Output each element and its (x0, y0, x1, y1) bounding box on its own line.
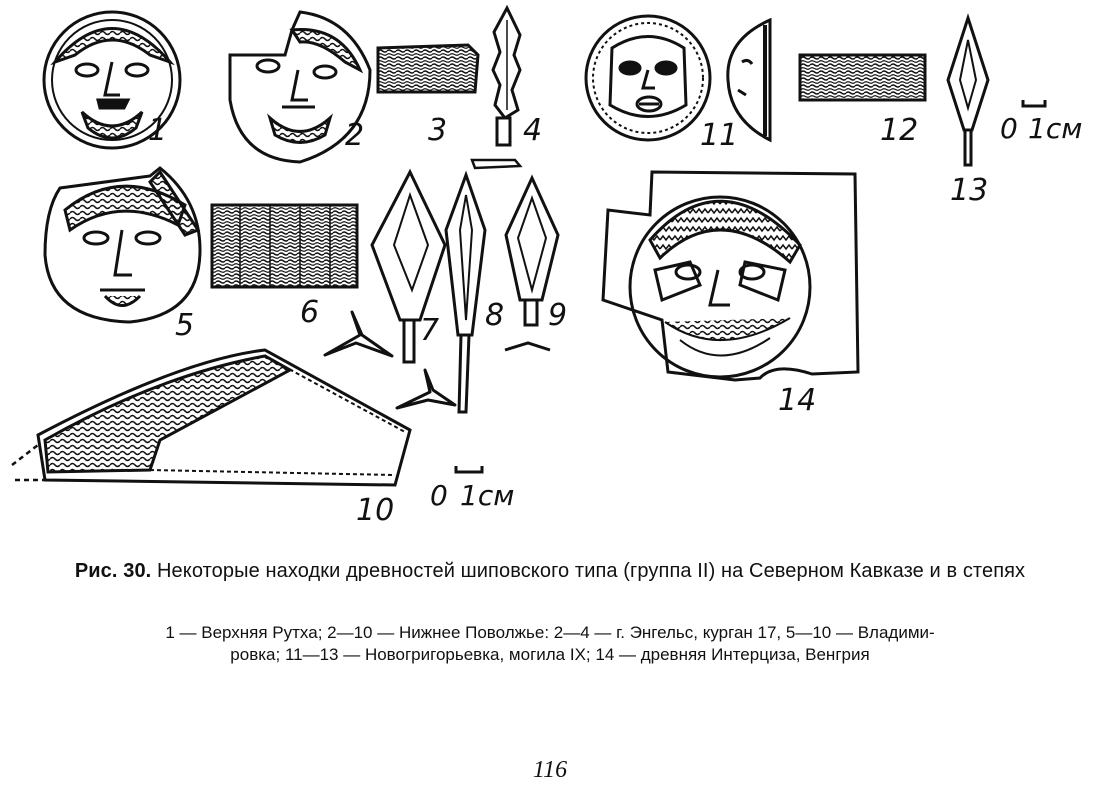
artifact-11-mask (586, 16, 710, 140)
item-number-10: 10 (356, 493, 395, 528)
item-number-13: 13 (950, 173, 989, 208)
item-number-5: 5 (175, 308, 195, 343)
artifact-10-fragment (12, 350, 410, 485)
item-number-4: 4 (523, 113, 543, 148)
figure-caption-title (20, 560, 1080, 583)
item-number-9: 9 (548, 298, 568, 333)
artifact-8-tip-plate (472, 160, 520, 168)
scale-bar-top (1000, 100, 1082, 145)
item-number-7: 7 (420, 313, 440, 348)
trilobe-section-8 (397, 370, 455, 408)
item-number-1: 1 (148, 113, 168, 148)
artifact-3-plaque (378, 45, 478, 92)
scale-bar-bottom (430, 466, 514, 512)
item-number-3: 3 (428, 113, 448, 148)
item-number-11: 11 (700, 118, 739, 153)
scale-unit-bottom: 1см (460, 479, 515, 512)
page-number: 116 (532, 757, 568, 783)
figure-legend-line-1: 1 — Верхняя Рутха; 2—10 — Нижнее Поволжье: 2—4 — г. Энгельс, курган 17, 5—10 — Владими- (165, 623, 935, 642)
section-9 (505, 343, 550, 350)
figure-caption-text: Некоторые находки древностей шиповского типа (группа II) на Северном Кавказе и в степях (157, 560, 1026, 582)
scale-zero-top: 0 (1000, 112, 1018, 145)
item-number-6: 6 (300, 295, 320, 330)
artifact-12-plaque (800, 55, 925, 100)
item-number-12: 12 (880, 113, 919, 148)
figure-legend (20, 622, 1080, 666)
artifact-8-arrowhead (446, 175, 485, 412)
item-number-2: 2 (345, 118, 365, 153)
artifact-13-arrowhead (948, 18, 988, 165)
item-number-8: 8 (485, 298, 505, 333)
scale-unit-top: 1см (1028, 112, 1083, 145)
item-number-14: 14 (778, 383, 817, 418)
scale-zero-bottom: 0 (430, 479, 448, 512)
artifact-4-spearhead (493, 8, 520, 145)
trilobe-section-7 (325, 312, 392, 356)
artifact-5-mask (45, 168, 200, 322)
artifact-6-plaque (212, 205, 357, 287)
artifact-14-mask (603, 172, 858, 380)
figure-legend-line-2: ровка; 11—13 — Новогригорьевка, могила IX; 14 — древняя Интерциза, Венгрия (230, 645, 870, 664)
figure-caption-prefix: Рис. 30. (74, 560, 152, 582)
